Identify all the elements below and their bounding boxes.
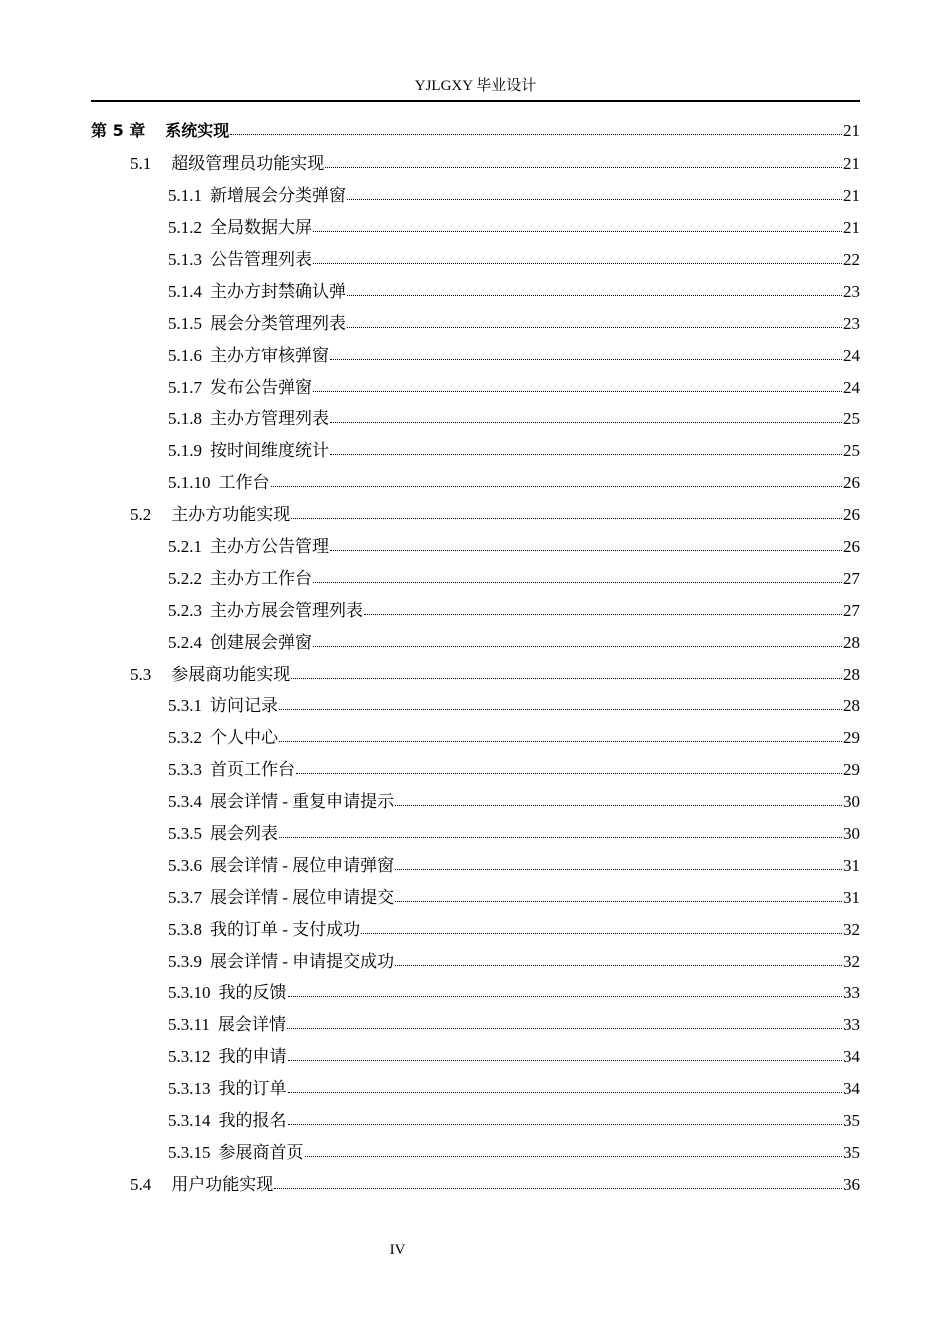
toc-entry-title: 主办方工作台 <box>210 568 312 588</box>
toc-leader-dots <box>279 837 842 838</box>
toc-entry-number: 5.3 <box>130 664 152 684</box>
toc-entry-page: 23 <box>843 313 860 333</box>
toc-entry-number: 5.3.7 <box>168 887 202 907</box>
toc-entry-page: 33 <box>843 1015 860 1035</box>
toc-entry-number: 5.2 <box>130 505 152 525</box>
toc-entry-number: 5.1.4 <box>168 281 202 301</box>
toc-entry[interactable] <box>0 879 860 911</box>
toc-entry-title: 展会列表 <box>210 824 278 844</box>
toc-entry-page: 21 <box>843 186 860 206</box>
toc-entry-number: 5.1.9 <box>168 441 202 461</box>
toc-entry-number: 5.1.8 <box>168 409 202 429</box>
toc-entry[interactable] <box>0 1007 860 1039</box>
toc-entry-title: 主办方管理列表 <box>210 409 329 429</box>
toc-entry-page: 32 <box>843 919 860 939</box>
toc-entry-number: 5.1.1 <box>168 186 202 206</box>
toc-leader-dots <box>287 1028 842 1029</box>
toc-entry[interactable] <box>0 401 860 433</box>
toc-leader-dots <box>279 709 842 710</box>
toc-entry-number: 5.2.2 <box>168 568 202 588</box>
toc-entry-page: 34 <box>843 1079 860 1099</box>
toc-entry[interactable] <box>0 146 860 178</box>
toc-entry-number: 5.3.15 <box>168 1142 211 1162</box>
toc-entry[interactable] <box>0 465 860 497</box>
toc-entry[interactable] <box>0 433 860 465</box>
toc-entry-number: 5.3.13 <box>168 1079 211 1099</box>
toc-entry-page: 21 <box>843 121 860 141</box>
toc-entry[interactable] <box>0 656 860 688</box>
toc-entry-page: 28 <box>843 664 860 684</box>
toc-entry-page: 35 <box>843 1142 860 1162</box>
toc-entry-page: 22 <box>843 250 860 269</box>
toc-leader-dots <box>305 1156 843 1157</box>
toc-entry-title: 创建展会弹窗 <box>210 632 312 652</box>
toc-entry[interactable] <box>0 592 860 624</box>
toc-entry-page: 35 <box>843 1111 860 1131</box>
toc-entry-number: 5.3.14 <box>168 1111 211 1131</box>
toc-entry-title: 主办方公告管理 <box>210 537 329 557</box>
toc-entry-title: 系统实现 <box>165 121 230 141</box>
toc-leader-dots <box>395 805 842 806</box>
toc-leader-dots <box>274 1188 842 1189</box>
toc-entry[interactable] <box>0 337 860 369</box>
toc-entry-title: 主办方封禁确认弹 <box>210 281 346 301</box>
toc-entry-page: 25 <box>843 409 860 429</box>
toc-entry-page: 31 <box>843 887 860 907</box>
toc-entry-title: 展会详情 <box>217 1015 286 1035</box>
toc-entry-number: 5.3.9 <box>168 951 202 971</box>
toc-entry-page: 30 <box>843 792 860 812</box>
toc-entry-number: 5.1 <box>130 154 152 174</box>
toc-entry-number: 5.3.4 <box>168 792 202 812</box>
toc-leader-dots <box>313 646 842 647</box>
toc-leader-dots <box>291 678 842 679</box>
toc-leader-dots <box>330 359 842 360</box>
toc-leader-dots <box>364 614 842 615</box>
toc-entry-title: 展会详情 - 展位申请提交 <box>210 887 395 907</box>
toc-entry[interactable] <box>0 847 860 879</box>
toc-leader-dots <box>313 582 842 583</box>
toc-entry-number: 5.4 <box>130 1174 152 1194</box>
toc-entry-number: 5.3.8 <box>168 919 202 939</box>
toc-entry-number: 5.1.2 <box>168 218 202 238</box>
toc-entry-number: 第 5 章 <box>91 121 146 141</box>
toc-entry-title: 超级管理员功能实现 <box>171 154 325 174</box>
page-number: IV <box>389 1242 406 1258</box>
toc-entry-page: 28 <box>843 632 860 652</box>
toc-entry[interactable] <box>0 752 860 784</box>
toc-entry-title: 首页工作台 <box>210 760 295 780</box>
toc-entry-title: 按时间维度统计 <box>210 441 329 461</box>
toc-entry-page: 24 <box>843 345 860 365</box>
toc-leader-dots <box>330 550 842 551</box>
toc-entry[interactable] <box>0 911 860 943</box>
toc-entry[interactable] <box>0 273 860 305</box>
toc-entry-page: 21 <box>843 154 860 174</box>
toc-entry-page: 21 <box>843 218 860 238</box>
toc-entry-page: 30 <box>843 824 860 844</box>
toc-entry-title: 我的订单 <box>218 1079 287 1099</box>
toc-entry-title: 工作台 <box>218 473 270 493</box>
toc-leader-dots <box>395 965 842 966</box>
toc-leader-dots <box>288 1060 843 1061</box>
toc-entry-page: 25 <box>843 441 860 461</box>
toc-entry-page: 33 <box>843 983 860 1003</box>
toc-leader-dots <box>347 295 842 296</box>
toc-leader-dots <box>313 231 842 232</box>
toc-entry-number: 5.3.10 <box>168 983 211 1003</box>
toc-entry-number: 5.3.1 <box>168 696 202 716</box>
toc-entry[interactable] <box>0 178 860 210</box>
toc-entry-page: 23 <box>843 281 860 301</box>
toc-leader-dots <box>313 391 842 392</box>
toc-leader-dots <box>230 134 842 135</box>
toc-entry-page: 29 <box>843 760 860 780</box>
toc-leader-dots <box>330 454 842 455</box>
toc-entry-page: 26 <box>843 473 860 493</box>
toc-entry[interactable] <box>0 816 860 848</box>
toc-entry-title: 主办方功能实现 <box>171 505 291 525</box>
toc-entry-title: 个人中心 <box>210 728 278 748</box>
toc-entry-page: 29 <box>843 728 860 748</box>
toc-entry[interactable] <box>0 497 860 529</box>
toc-leader-dots <box>288 996 843 997</box>
toc-entry-title: 参展商功能实现 <box>171 664 291 684</box>
toc-entry-title: 访问记录 <box>210 696 278 716</box>
toc-entry-page: 31 <box>843 855 860 875</box>
toc-entry-number: 5.2.1 <box>168 537 202 557</box>
toc-entry-number: 5.1.10 <box>168 473 211 493</box>
toc-leader-dots <box>291 518 842 519</box>
toc-entry-page: 32 <box>843 951 860 971</box>
toc-entry[interactable] <box>0 242 860 274</box>
page-header: YJLGXY 毕业设计 <box>414 78 537 94</box>
toc-entry[interactable] <box>0 305 860 337</box>
toc-entry[interactable] <box>0 688 860 720</box>
toc-leader-dots <box>313 263 842 264</box>
toc-entry-page: 36 <box>843 1174 860 1194</box>
toc-entry-title: 主办方审核弹窗 <box>210 345 329 365</box>
toc-entry-page: 27 <box>843 600 860 620</box>
toc-entry-number: 5.3.11 <box>168 1015 210 1035</box>
toc-entry[interactable] <box>0 1103 860 1135</box>
toc-entry[interactable] <box>0 1135 860 1167</box>
toc-entry-title: 公告管理列表 <box>210 250 312 269</box>
toc-leader-dots <box>395 869 842 870</box>
toc-leader-dots <box>361 933 842 934</box>
toc-entry-title: 全局数据大屏 <box>210 218 312 238</box>
toc-leader-dots <box>288 1092 843 1093</box>
toc-entry[interactable] <box>0 1071 860 1103</box>
toc-entry-title: 我的反馈 <box>218 983 287 1003</box>
toc-entry-page: 34 <box>843 1047 860 1067</box>
toc-leader-dots <box>271 486 843 487</box>
toc-entry-number: 5.1.6 <box>168 345 202 365</box>
toc-entry-page: 27 <box>843 568 860 588</box>
toc-entry[interactable] <box>0 784 860 816</box>
toc-entry-title: 参展商首页 <box>218 1142 304 1162</box>
toc-entry-title: 展会详情 - 申请提交成功 <box>210 951 395 971</box>
toc-leader-dots <box>296 773 842 774</box>
toc-entry-number: 5.3.12 <box>168 1047 211 1067</box>
table-of-contents <box>0 114 950 1198</box>
toc-entry-number: 5.3.2 <box>168 728 202 748</box>
toc-entry-title: 我的申请 <box>218 1047 287 1067</box>
toc-entry[interactable] <box>0 529 860 561</box>
toc-entry-page: 26 <box>843 505 860 525</box>
toc-entry-number: 5.1.3 <box>168 250 202 269</box>
toc-entry-number: 5.2.3 <box>168 600 202 620</box>
toc-entry-page: 24 <box>843 377 860 397</box>
toc-entry-number: 5.3.6 <box>168 855 202 875</box>
toc-entry-title: 我的报名 <box>218 1111 287 1131</box>
toc-entry[interactable] <box>0 1039 860 1071</box>
toc-entry[interactable] <box>0 720 860 752</box>
header-rule <box>91 100 860 102</box>
toc-entry-number: 5.2.4 <box>168 632 202 652</box>
toc-entry[interactable] <box>0 1166 860 1198</box>
toc-leader-dots <box>347 199 842 200</box>
toc-entry[interactable] <box>0 369 860 401</box>
toc-entry-title: 展会分类管理列表 <box>210 313 346 333</box>
toc-leader-dots <box>325 167 842 168</box>
toc-entry-page: 28 <box>843 696 860 716</box>
toc-entry[interactable] <box>0 114 860 146</box>
toc-entry[interactable] <box>0 624 860 656</box>
toc-entry-title: 展会详情 - 展位申请弹窗 <box>210 855 395 875</box>
toc-entry[interactable] <box>0 943 860 975</box>
toc-leader-dots <box>330 422 842 423</box>
toc-entry[interactable] <box>0 560 860 592</box>
toc-leader-dots <box>279 741 842 742</box>
toc-entry-title: 发布公告弹窗 <box>210 377 312 397</box>
toc-entry-title: 新增展会分类弹窗 <box>210 186 346 206</box>
toc-leader-dots <box>288 1124 843 1125</box>
toc-entry-number: 5.1.5 <box>168 313 202 333</box>
toc-leader-dots <box>395 901 842 902</box>
toc-entry-number: 5.3.3 <box>168 760 202 780</box>
toc-entry-number: 5.1.7 <box>168 377 202 397</box>
toc-entry-title: 我的订单 - 支付成功 <box>210 919 361 939</box>
toc-entry-page: 26 <box>843 537 860 557</box>
toc-entry-title: 主办方展会管理列表 <box>210 600 363 620</box>
toc-entry[interactable] <box>0 210 860 242</box>
toc-entry-title: 展会详情 - 重复申请提示 <box>210 792 395 812</box>
toc-entry-title: 用户功能实现 <box>171 1174 274 1194</box>
toc-entry[interactable] <box>0 975 860 1007</box>
toc-leader-dots <box>347 327 842 328</box>
toc-entry-number: 5.3.5 <box>168 824 202 844</box>
